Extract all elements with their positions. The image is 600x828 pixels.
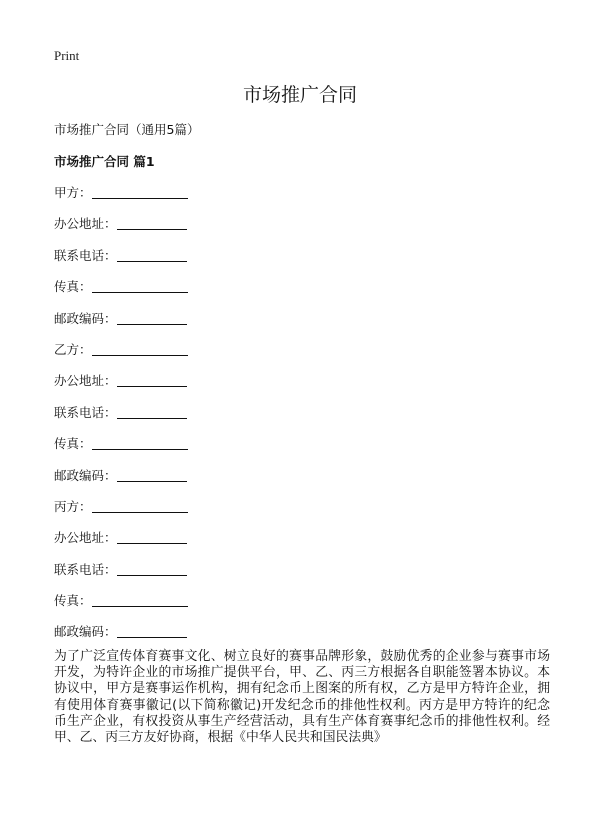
field-row-fax-a	[54, 277, 188, 308]
agreement-body-paragraph: 为了广泛宣传体育赛事文化、树立良好的赛事品牌形象，鼓励优秀的企业参与赛事市场开发，为特许企业的市场推广提供平台，甲、乙、丙三方根据各自职能签署本协议。本协议中，甲方是赛事运作机构，拥有纪念币上图案的所有权，乙方是甲方特许企业，拥有使用体育赛事徽记(以下简称徽记)开发纪念币的排他性权利。丙方是甲方特许的纪念币生产企业，有权投资从事生产经营活动，具有生产体育赛事纪念币的排他性权利。经甲、乙、丙三方友好协商，根据《中华人民共和国民法典》	[54, 649, 550, 746]
field-row-phone-a	[54, 246, 188, 277]
section-heading: 市场推广合同 篇1	[54, 154, 155, 169]
field-label: 联系电话：	[54, 247, 117, 263]
field-row-fax-c	[54, 591, 188, 622]
field-label: 丙方：	[54, 498, 92, 514]
field-row-postcode-b	[54, 466, 188, 497]
fill-in-blank	[92, 278, 188, 293]
field-row-address-a	[54, 214, 188, 245]
field-row-fax-b	[54, 434, 188, 465]
field-label: 传真：	[54, 593, 92, 609]
field-row-address-c	[54, 528, 188, 559]
field-label: 办公地址：	[54, 373, 117, 389]
field-row-party-a	[54, 183, 188, 214]
field-label: 传真：	[54, 279, 92, 295]
fill-in-blank	[117, 623, 187, 638]
fill-in-blank	[117, 247, 187, 262]
document-subtitle: 市场推广合同（通用5篇）	[54, 122, 200, 137]
fill-in-blank	[117, 404, 187, 419]
field-label: 办公地址：	[54, 530, 117, 546]
fill-in-blank	[117, 529, 187, 544]
field-row-postcode-a	[54, 309, 188, 340]
print-link[interactable]: Print	[54, 48, 80, 63]
field-label: 联系电话：	[54, 404, 117, 420]
field-row-phone-c	[54, 560, 188, 591]
fill-in-blank	[92, 184, 188, 199]
field-row-party-b	[54, 340, 188, 371]
fill-in-blank	[117, 372, 187, 387]
field-row-party-c	[54, 497, 188, 528]
field-label: 邮政编码：	[54, 310, 117, 326]
fill-in-blank	[92, 498, 188, 513]
field-label: 乙方：	[54, 341, 92, 357]
field-label: 邮政编码：	[54, 624, 117, 640]
field-row-phone-b	[54, 403, 188, 434]
page-title: 市场推广合同	[242, 84, 357, 106]
field-label: 联系电话：	[54, 561, 117, 577]
fill-in-blank	[92, 341, 188, 356]
field-label: 传真：	[54, 436, 92, 452]
field-label: 办公地址：	[54, 216, 117, 232]
fill-in-blank	[117, 215, 187, 230]
fill-in-blank	[117, 310, 187, 325]
field-label: 邮政编码：	[54, 467, 117, 483]
fill-in-blank	[92, 435, 188, 450]
field-label: 甲方：	[54, 185, 92, 200]
party-info-fields	[54, 183, 188, 654]
fill-in-blank	[117, 467, 187, 482]
fill-in-blank	[92, 592, 188, 607]
field-row-address-b	[54, 371, 188, 402]
fill-in-blank	[117, 561, 187, 576]
